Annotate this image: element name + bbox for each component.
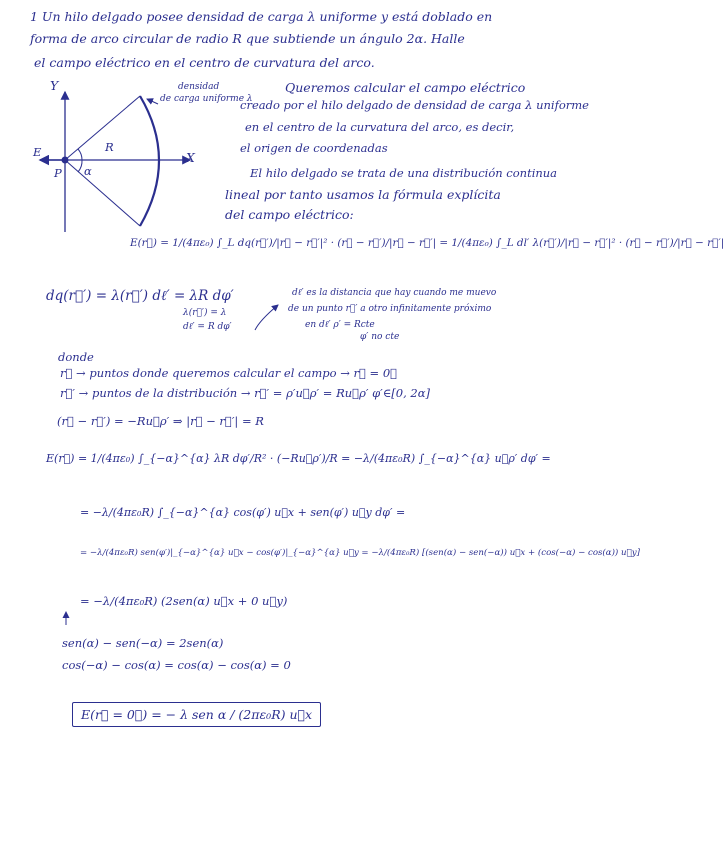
label-alpha: α	[84, 164, 92, 178]
identity-sine: sen(α) − sen(−α) = 2sen(α)	[62, 636, 224, 650]
dl-note-4: φ′ no cte	[360, 332, 400, 342]
upper-radius	[65, 96, 140, 160]
label-p: P	[54, 166, 62, 180]
label-r: R	[105, 140, 114, 154]
equation-step-4: = −λ/(4πε₀R) (2sen(α) u⃗x + 0 u⃗y)	[80, 594, 288, 608]
equation-step-3: = −λ/(4πε₀R) sen(φ′)|_{−α}^{α} u⃗x − cos(φ′)|_{−α}^{α} u⃗y = −λ/(4πε₀R) [(sen(α) − sen(−α)) u⃗x + (cos(−α) − cos(α)) u⃗y]	[80, 548, 640, 558]
explanation-5: El hilo delgado se trata de una distribución continua	[250, 166, 558, 180]
arc-note-2: de carga uniforme λ	[160, 94, 253, 104]
problem-line-1: 1 Un hilo delgado posee densidad de carga λ uniforme y está doblado en	[30, 9, 493, 24]
definition-r: r⃗ → puntos donde queremos calcular el campo → r⃗ = 0⃗	[60, 366, 398, 380]
explanation-4: el origen de coordenadas	[240, 141, 388, 155]
explanation-7: del campo eléctrico:	[225, 207, 354, 222]
definition-difference: (r⃗ − r⃗′) = −Ru⃗ρ′ ⇒ |r⃗ − r⃗′| = R	[57, 414, 264, 428]
label-e: E	[33, 145, 42, 159]
charged-arc	[140, 96, 159, 226]
equation-lambda: λ(r⃗′) = λ	[183, 308, 227, 318]
donde-label: donde	[58, 350, 94, 364]
result-box: E(r⃗ = 0⃗) = − λ sen α / (2πε₀R) u⃗x	[72, 702, 321, 727]
equation-dl: dℓ′ = R dφ′	[183, 322, 232, 332]
label-y: Y	[50, 78, 59, 93]
dl-note-3: en dℓ′ ρ′ = Rcte	[305, 320, 375, 330]
explanation-3: en el centro de la curvatura del arco, es decir,	[245, 120, 515, 134]
problem-line-2: forma de arco circular de radio R que subtiende un ángulo 2α. Halle	[30, 31, 465, 46]
label-x: X	[186, 150, 195, 165]
equation-step-2: = −λ/(4πε₀R) ∫_{−α}^{α} cos(φ′) u⃗x + sen(φ′) u⃗y dφ′ =	[80, 506, 406, 519]
equation-dq: dq(r⃗′) = λ(r⃗′) dℓ′ = λR dφ′	[46, 288, 234, 304]
explanation-2: creado por el hilo delgado de densidad de carga λ uniforme	[240, 98, 589, 112]
problem-line-3: el campo eléctrico en el centro de curvatura del arco.	[34, 55, 375, 70]
explanation-1: Queremos calcular el campo eléctrico	[285, 80, 526, 95]
definition-r-prime: r⃗′ → puntos de la distribución → r⃗′ = ρ′u⃗ρ′ = Ru⃗ρ′ φ′∈[0, 2α]	[60, 386, 430, 400]
dl-note-2: de un punto r⃗′ a otro infinitamente próximo	[288, 304, 492, 314]
identity-cosine: cos(−α) − cos(α) = cos(α) − cos(α) = 0	[62, 658, 291, 672]
equation-field-integral: E(r⃗) = 1/(4πε₀) ∫_L dq(r⃗′)/|r⃗ − r⃗′|² · (r⃗ − r⃗′)/|r⃗ − r⃗′| = 1/(4πε₀) ∫_L dl′ λ(r⃗′)/|r⃗ − r⃗′|² · (r⃗ − r⃗′)/|r⃗ − r⃗′|	[130, 237, 724, 249]
dl-note-1: dℓ′ es la distancia que hay cuando me muevo	[292, 288, 497, 298]
lower-radius	[65, 160, 140, 226]
explanation-6: lineal por tanto usamos la fórmula explícita	[225, 187, 501, 202]
arc-note-1: densidad	[178, 82, 220, 92]
equation-step-1: E(r⃗) = 1/(4πε₀) ∫_{−α}^{α} λR dφ′/R² · (−Ru⃗ρ′)/R = −λ/(4πε₀R) ∫_{−α}^{α} u⃗ρ′ dφ′ =	[46, 452, 551, 465]
